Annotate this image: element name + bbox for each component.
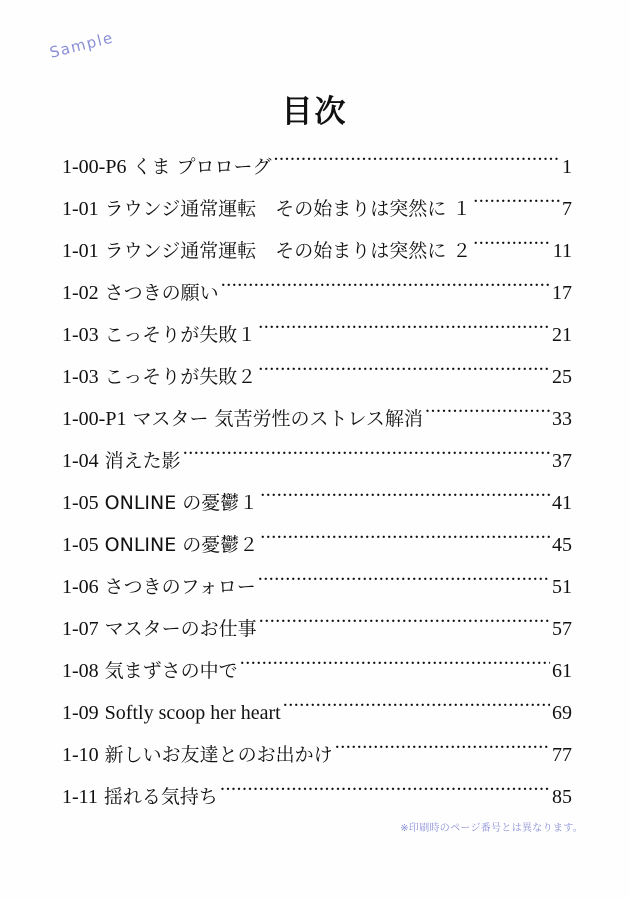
entry-code: 1-03 xyxy=(62,324,99,346)
dot-leader xyxy=(258,363,550,383)
dot-leader xyxy=(259,615,550,635)
entry-page-number: 7 xyxy=(562,198,572,220)
entry-title: ラウンジ通常運転 その始まりは突然に ２ xyxy=(104,240,472,262)
entry-title: マスターのお仕事 xyxy=(104,618,257,640)
entry-page-number: 85 xyxy=(552,786,572,808)
entry-title: こっそりが失敗１ xyxy=(104,324,257,346)
sample-watermark: Sample xyxy=(47,28,116,62)
entry-code: 1-05 xyxy=(62,492,99,514)
entry-title: ラウンジ通常運転 その始まりは突然に １ xyxy=(104,198,472,220)
entry-page-number: 33 xyxy=(552,408,572,430)
toc-entry[interactable] xyxy=(62,734,572,776)
entry-title: こっそりが失敗２ xyxy=(104,366,257,388)
toc-entry[interactable] xyxy=(62,566,572,608)
toc-entry[interactable] xyxy=(62,230,572,272)
entry-page-number: 37 xyxy=(552,450,572,472)
entry-code: 1-10 xyxy=(62,744,99,766)
entry-code: 1-08 xyxy=(62,660,99,682)
entry-title: マスター 気苦労性のストレス解消 xyxy=(132,408,423,430)
entry-code: 1-06 xyxy=(62,576,99,598)
entry-code: 1-09 xyxy=(62,702,99,724)
entry-page-number: 57 xyxy=(552,618,572,640)
entry-page-number: 45 xyxy=(552,534,572,556)
entry-code: 1-00-P1 xyxy=(62,408,127,430)
entry-title: さつきのフォロー xyxy=(104,576,256,598)
dot-leader xyxy=(473,195,560,215)
entry-page-number: 41 xyxy=(552,492,572,514)
entry-code: 1-11 xyxy=(62,786,98,808)
toc-entry[interactable] xyxy=(62,608,572,650)
toc-entry[interactable] xyxy=(62,482,572,524)
dot-leader xyxy=(183,447,550,467)
dot-leader xyxy=(335,741,550,761)
entry-title: 消えた影 xyxy=(104,450,181,472)
dot-leader xyxy=(283,699,550,719)
entry-title: 揺れる気持ち xyxy=(103,786,218,808)
dot-leader xyxy=(258,573,550,593)
entry-title: くま プロローグ xyxy=(132,156,272,178)
entry-title: 新しいお友達とのお出かけ xyxy=(104,744,333,766)
toc-entry[interactable] xyxy=(62,650,572,692)
entry-title: さつきの願い xyxy=(104,282,219,304)
entry-title: 気まずさの中で xyxy=(104,660,238,682)
entry-page-number: 21 xyxy=(552,324,572,346)
dot-leader xyxy=(220,783,550,803)
entry-page-number: 25 xyxy=(552,366,572,388)
entry-page-number: 77 xyxy=(552,744,572,766)
toc-entry[interactable] xyxy=(62,692,572,734)
entry-page-number: 1 xyxy=(562,156,572,178)
entry-code: 1-02 xyxy=(62,282,99,304)
dot-leader xyxy=(473,237,550,257)
toc-entry[interactable] xyxy=(62,398,572,440)
entry-code: 1-01 xyxy=(62,198,99,220)
toc-entry[interactable] xyxy=(62,776,572,818)
table-of-contents xyxy=(62,146,572,818)
toc-entry[interactable] xyxy=(62,314,572,356)
entry-code: 1-04 xyxy=(62,450,99,472)
page-title: 目次 xyxy=(281,94,348,130)
entry-code: 1-01 xyxy=(62,240,99,262)
entry-page-number: 61 xyxy=(552,660,572,682)
toc-entry[interactable] xyxy=(62,440,572,482)
toc-entry[interactable] xyxy=(62,356,572,398)
entry-page-number: 51 xyxy=(552,576,572,598)
entry-code: 1-05 xyxy=(62,534,99,556)
page-number-note: ※印刷時のページ番号とは異なります。 xyxy=(400,823,583,834)
dot-leader xyxy=(258,321,550,341)
toc-entry[interactable] xyxy=(62,146,572,188)
toc-entry[interactable] xyxy=(62,524,572,566)
dot-leader xyxy=(260,531,550,551)
entry-page-number: 11 xyxy=(552,240,572,262)
dot-leader xyxy=(240,657,550,677)
entry-title: ONLINE の憂鬱２ xyxy=(104,534,259,556)
entry-page-number: 17 xyxy=(552,282,572,304)
entry-code: 1-00-P6 xyxy=(62,156,127,178)
dot-leader xyxy=(274,153,561,173)
dot-leader xyxy=(221,279,550,299)
dot-leader xyxy=(425,405,550,425)
dot-leader xyxy=(260,489,550,509)
entry-title: ONLINE の憂鬱１ xyxy=(104,492,259,514)
entry-code: 1-03 xyxy=(62,366,99,388)
toc-entry[interactable] xyxy=(62,188,572,230)
entry-code: 1-07 xyxy=(62,618,99,640)
entry-title: Softly scoop her heart xyxy=(104,702,281,724)
toc-entry[interactable] xyxy=(62,272,572,314)
entry-page-number: 69 xyxy=(552,702,572,724)
